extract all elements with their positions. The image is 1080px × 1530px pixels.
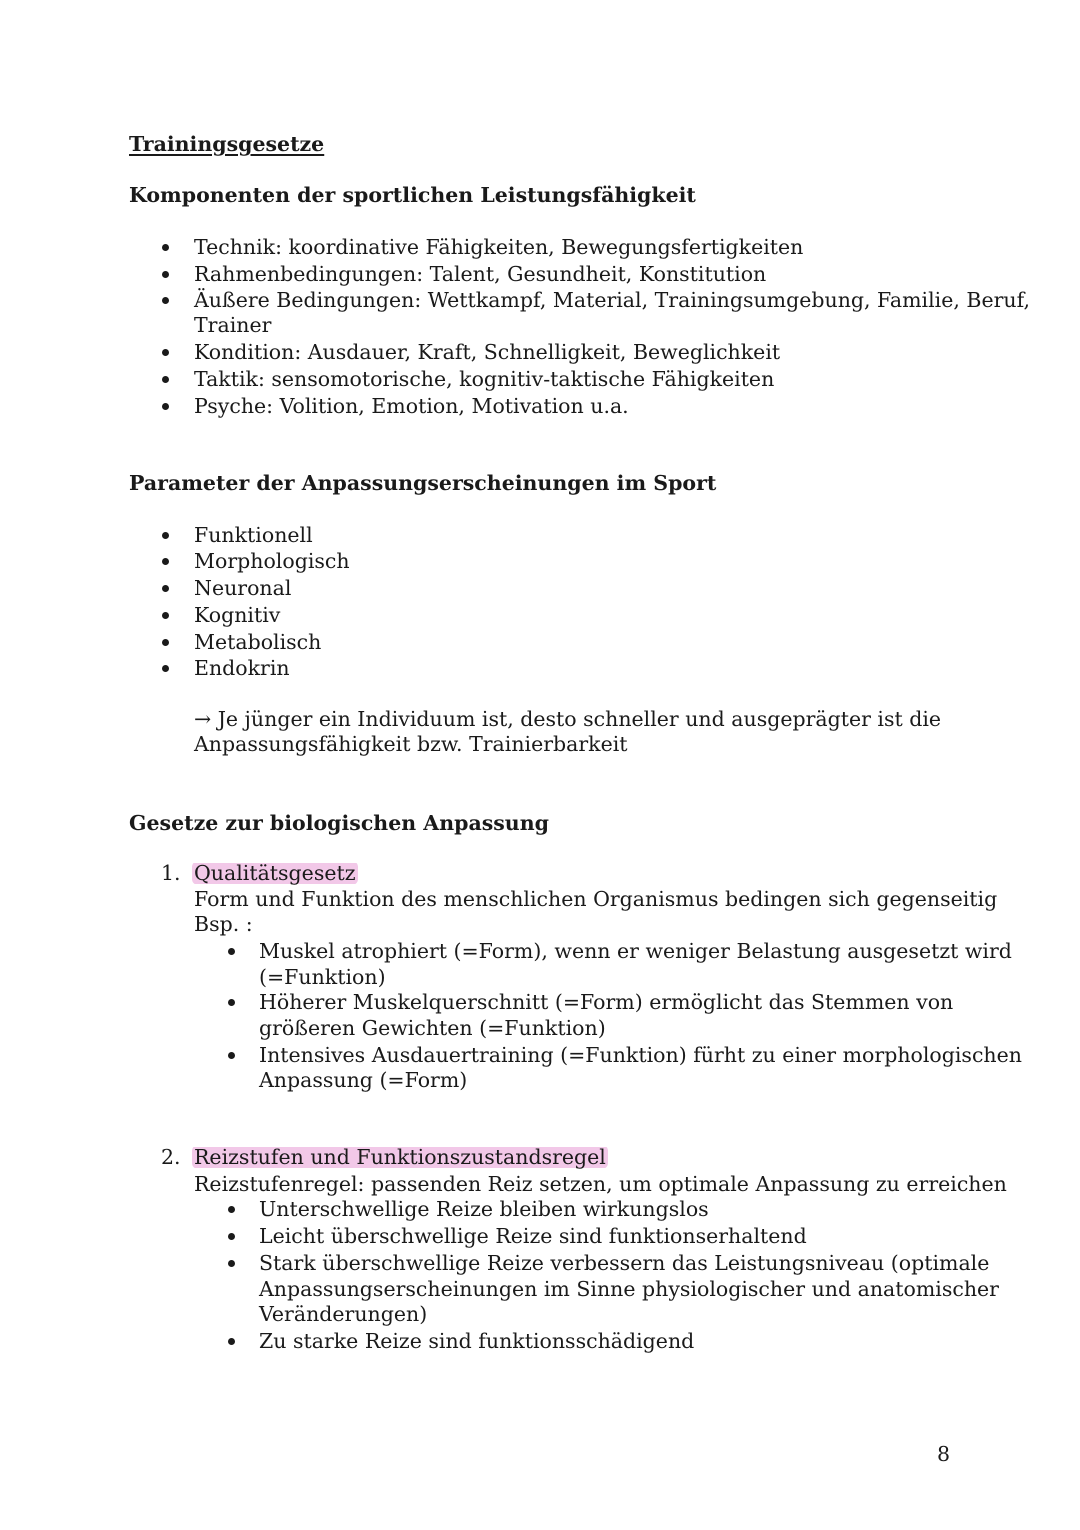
example-item-continuation: größeren Gewichten (=Funktion) xyxy=(259,1016,606,1040)
bullet-icon xyxy=(162,297,169,304)
rule-item: Stark überschwellige Reize verbessern das Leistungsniveau (optimale xyxy=(259,1251,990,1275)
law-title-qualitaetsgesetz xyxy=(194,860,358,886)
bullet-icon xyxy=(228,999,235,1006)
rule-item-continuation: Veränderungen) xyxy=(259,1302,428,1326)
bullet-icon xyxy=(162,665,169,672)
bullet-icon xyxy=(228,1338,235,1345)
bullet-icon xyxy=(162,612,169,619)
example-item: Muskel atrophiert (=Form), wenn er weniger Belastung ausgesetzt wird xyxy=(259,939,1012,963)
list-item: Kondition: Ausdauer, Kraft, Schnelligkeit, Beweglichkeit xyxy=(194,340,781,364)
bullet-icon xyxy=(162,585,169,592)
list-item: Psyche: Volition, Emotion, Motivation u.a. xyxy=(194,394,629,418)
list-number: 2. xyxy=(161,1145,181,1169)
list-item: Neuronal xyxy=(194,576,292,600)
list-item: Taktik: sensomotorische, kognitiv-taktische Fähigkeiten xyxy=(194,367,775,391)
list-number: 1. xyxy=(161,861,181,885)
list-item: Rahmenbedingungen: Talent, Gesundheit, Konstitution xyxy=(194,262,767,286)
list-item: Funktionell xyxy=(194,523,313,547)
section-heading-komponenten: Komponenten der sportlichen Leistungsfähigkeit xyxy=(129,183,696,207)
example-item-continuation: Anpassung (=Form) xyxy=(259,1068,468,1092)
bullet-icon xyxy=(228,1052,235,1059)
bullet-icon xyxy=(228,1233,235,1240)
law-title-reizstufen xyxy=(194,1144,608,1170)
bullet-icon xyxy=(162,639,169,646)
list-item: Morphologisch xyxy=(194,549,350,573)
bullet-icon xyxy=(228,1206,235,1213)
example-label: Bsp. : xyxy=(194,912,253,936)
section-heading-parameter: Parameter der Anpassungserscheinungen im Sport xyxy=(129,471,717,495)
bullet-icon xyxy=(228,1260,235,1267)
example-item-continuation: (=Funktion) xyxy=(259,965,386,989)
rule-item-continuation: Anpassungserscheinungen im Sinne physiologischer und anatomischer xyxy=(259,1277,999,1301)
bullet-icon xyxy=(162,532,169,539)
page-number: 8 xyxy=(937,1442,951,1466)
list-item: Technik: koordinative Fähigkeiten, Bewegungsfertigkeiten xyxy=(194,235,804,259)
rule-item: Leicht überschwellige Reize sind funktionserhaltend xyxy=(259,1224,807,1248)
law-description: Form und Funktion des menschlichen Organismus bedingen sich gegenseitig xyxy=(194,887,998,911)
bullet-icon xyxy=(162,349,169,356)
bullet-icon xyxy=(162,403,169,410)
list-item: Kognitiv xyxy=(194,603,281,627)
highlight-marker: Reizstufen und Funktionszustandsregel xyxy=(194,1145,606,1169)
bullet-icon xyxy=(228,948,235,955)
bullet-icon xyxy=(162,271,169,278)
example-item: Höherer Muskelquerschnitt (=Form) ermöglicht das Stemmen von xyxy=(259,990,954,1014)
document-title: Trainingsgesetze xyxy=(129,132,325,156)
list-item-continuation: Trainer xyxy=(194,313,272,337)
bullet-icon xyxy=(162,244,169,251)
list-item: Metabolisch xyxy=(194,630,322,654)
rule-item: Zu starke Reize sind funktionsschädigend xyxy=(259,1329,695,1353)
bullet-icon xyxy=(162,558,169,565)
conclusion-note-continuation: Anpassungsfähigkeit bzw. Trainierbarkeit xyxy=(194,732,628,756)
list-item: Endokrin xyxy=(194,656,290,680)
law-description: Reizstufenregel: passenden Reiz setzen, um optimale Anpassung zu erreichen xyxy=(194,1172,1007,1196)
section-heading-gesetze: Gesetze zur biologischen Anpassung xyxy=(129,811,549,835)
example-item: Intensives Ausdauertraining (=Funktion) fürht zu einer morphologischen xyxy=(259,1043,1022,1067)
bullet-icon xyxy=(162,376,169,383)
list-item: Äußere Bedingungen: Wettkampf, Material, Trainingsumgebung, Familie, Beruf, xyxy=(194,288,1030,312)
rule-item: Unterschwellige Reize bleiben wirkungslos xyxy=(259,1197,709,1221)
conclusion-note: → Je jünger ein Individuum ist, desto schneller und ausgeprägter ist die xyxy=(194,707,942,731)
highlight-marker: Qualitätsgesetz xyxy=(194,861,356,885)
